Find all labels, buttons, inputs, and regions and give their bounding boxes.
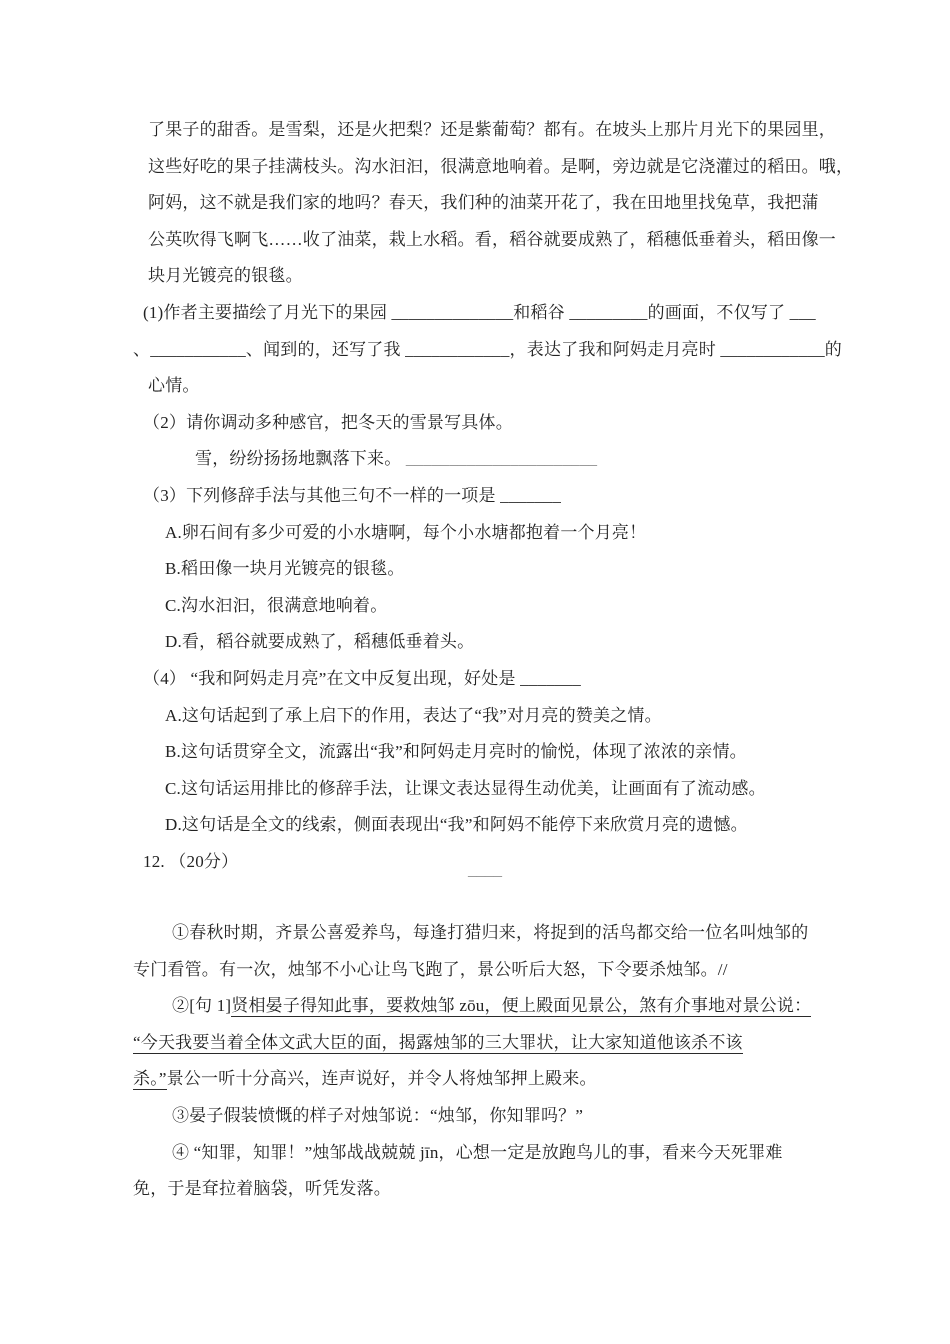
passage-line xyxy=(0,1025,950,1062)
option-line-b: B.这句话贯穿全文，流露出“我”和阿妈走月亮时的愉悦，体现了浓浓的亲情。 xyxy=(165,742,747,762)
option-line-c: C.沟水汩汩，很满意地响着。 xyxy=(165,595,388,615)
underlined-sentence: 杀。” xyxy=(133,1069,167,1089)
option-line-d: D.看，稻谷就要成熟了，稻穗低垂着头。 xyxy=(165,632,475,652)
passage-line: ①春秋时期，齐景公喜爱养鸟，每逢打猎归来，将捉到的活鸟都交给一位名叫烛邹的 xyxy=(172,923,809,942)
passage-line: ③晏子假装愤慨的样子对烛邹说：“烛邹，你知罪吗？” xyxy=(172,1105,584,1125)
option-line-b: B.稻田像一块月光镀亮的银毯。 xyxy=(165,559,405,579)
answer-blank-line: ____ xyxy=(468,860,502,879)
question-4-prompt: （4） “我和阿妈走月亮”在文中反复出现，好处是 _______ xyxy=(143,668,581,688)
question-1-line: 、___________、闻到的，还写了我 ____________，表达了我和阿妈走月亮时 ____________的 xyxy=(133,339,842,359)
question-12-header: 12. （20分） xyxy=(143,851,239,871)
passage-line: 这些好吃的果子挂满枝头。沟水汩汩，很满意地响着。是啊，旁边就是它浇灌过的稻田。哦， xyxy=(148,156,854,176)
option-line-a: A.这句话起到了承上启下的作用，表达了“我”对月亮的赞美之情。 xyxy=(165,705,662,725)
passage-line xyxy=(0,988,950,1025)
passage-line: 专门看管。有一次，烛邹不小心让鸟飞跑了，景公听后大怒，下令要杀烛邹。// xyxy=(133,959,728,979)
passage-line: 块月光镀亮的银毯。 xyxy=(148,266,303,286)
question-2-stem-text: 雪，纷纷扬扬地飘落下来。 xyxy=(195,449,406,469)
passage-line xyxy=(0,1061,950,1098)
passage-line: 阿妈，这不就是我们家的地吗？春天，我们种的油菜开花了，我在田地里找兔草，我把蒲 xyxy=(148,193,819,213)
underlined-sentence: “今天我要当着全体文武大臣的面，揭露烛邹的三大罪状，让大家知道他该杀不该 xyxy=(133,1032,743,1052)
passage-line: 免，于是耷拉着脑袋，听凭发落。 xyxy=(133,1179,391,1199)
question-2-prompt: （2）请你调动多种感官，把冬天的雪景写具体。 xyxy=(143,412,513,432)
answer-blank-line: ______________________ xyxy=(405,449,598,469)
question-3-prompt: （3）下列修辞手法与其他三句不一样的一项是 _______ xyxy=(143,485,562,505)
option-line-c: C.这句话运用排比的修辞手法，让课文表达显得生动优美，让画面有了流动感。 xyxy=(165,778,766,798)
passage-line: ④ “知罪，知罪！”烛邹战战兢兢 jīn，心想一定是放跑鸟儿的事，看来今天死罪难 xyxy=(172,1142,783,1162)
underlined-sentence: 贤相晏子得知此事，要救烛邹 zōu，便上殿面见景公，煞有介事地对景公说： xyxy=(231,996,812,1016)
passage-line: 公英吹得飞啊飞……收了油菜，栽上水稻。看，稻谷就要成熟了，稻穗低垂着头，稻田像一 xyxy=(148,229,836,249)
passage-line: 了果子的甜香。是雪梨，还是火把梨？还是紫葡萄？都有。在坡头上那片月光下的果园里， xyxy=(148,120,836,139)
option-line-d: D.这句话是全文的线索，侧面表现出“我”和阿妈不能停下来欣赏月亮的遗憾。 xyxy=(165,815,748,835)
question-1-line: (1)作者主要描绘了月光下的果园 ______________和稻谷 _________的画面，不仅写了 ___ xyxy=(143,302,816,322)
passage-text: 景公一听十分高兴，连声说好，并令人将烛邹押上殿来。 xyxy=(166,1069,597,1089)
question12-passage xyxy=(0,915,950,1208)
sentence-1-marker: ②[句 1] xyxy=(172,996,232,1016)
question-2-stem xyxy=(0,441,950,478)
question-1-line: 心情。 xyxy=(148,376,200,396)
question11-section xyxy=(0,112,950,880)
passage-title-blank xyxy=(468,852,502,889)
option-line-a: A.卵石间有多少可爱的小水塘啊，每个小水塘都抱着一个月亮！ xyxy=(165,522,647,542)
